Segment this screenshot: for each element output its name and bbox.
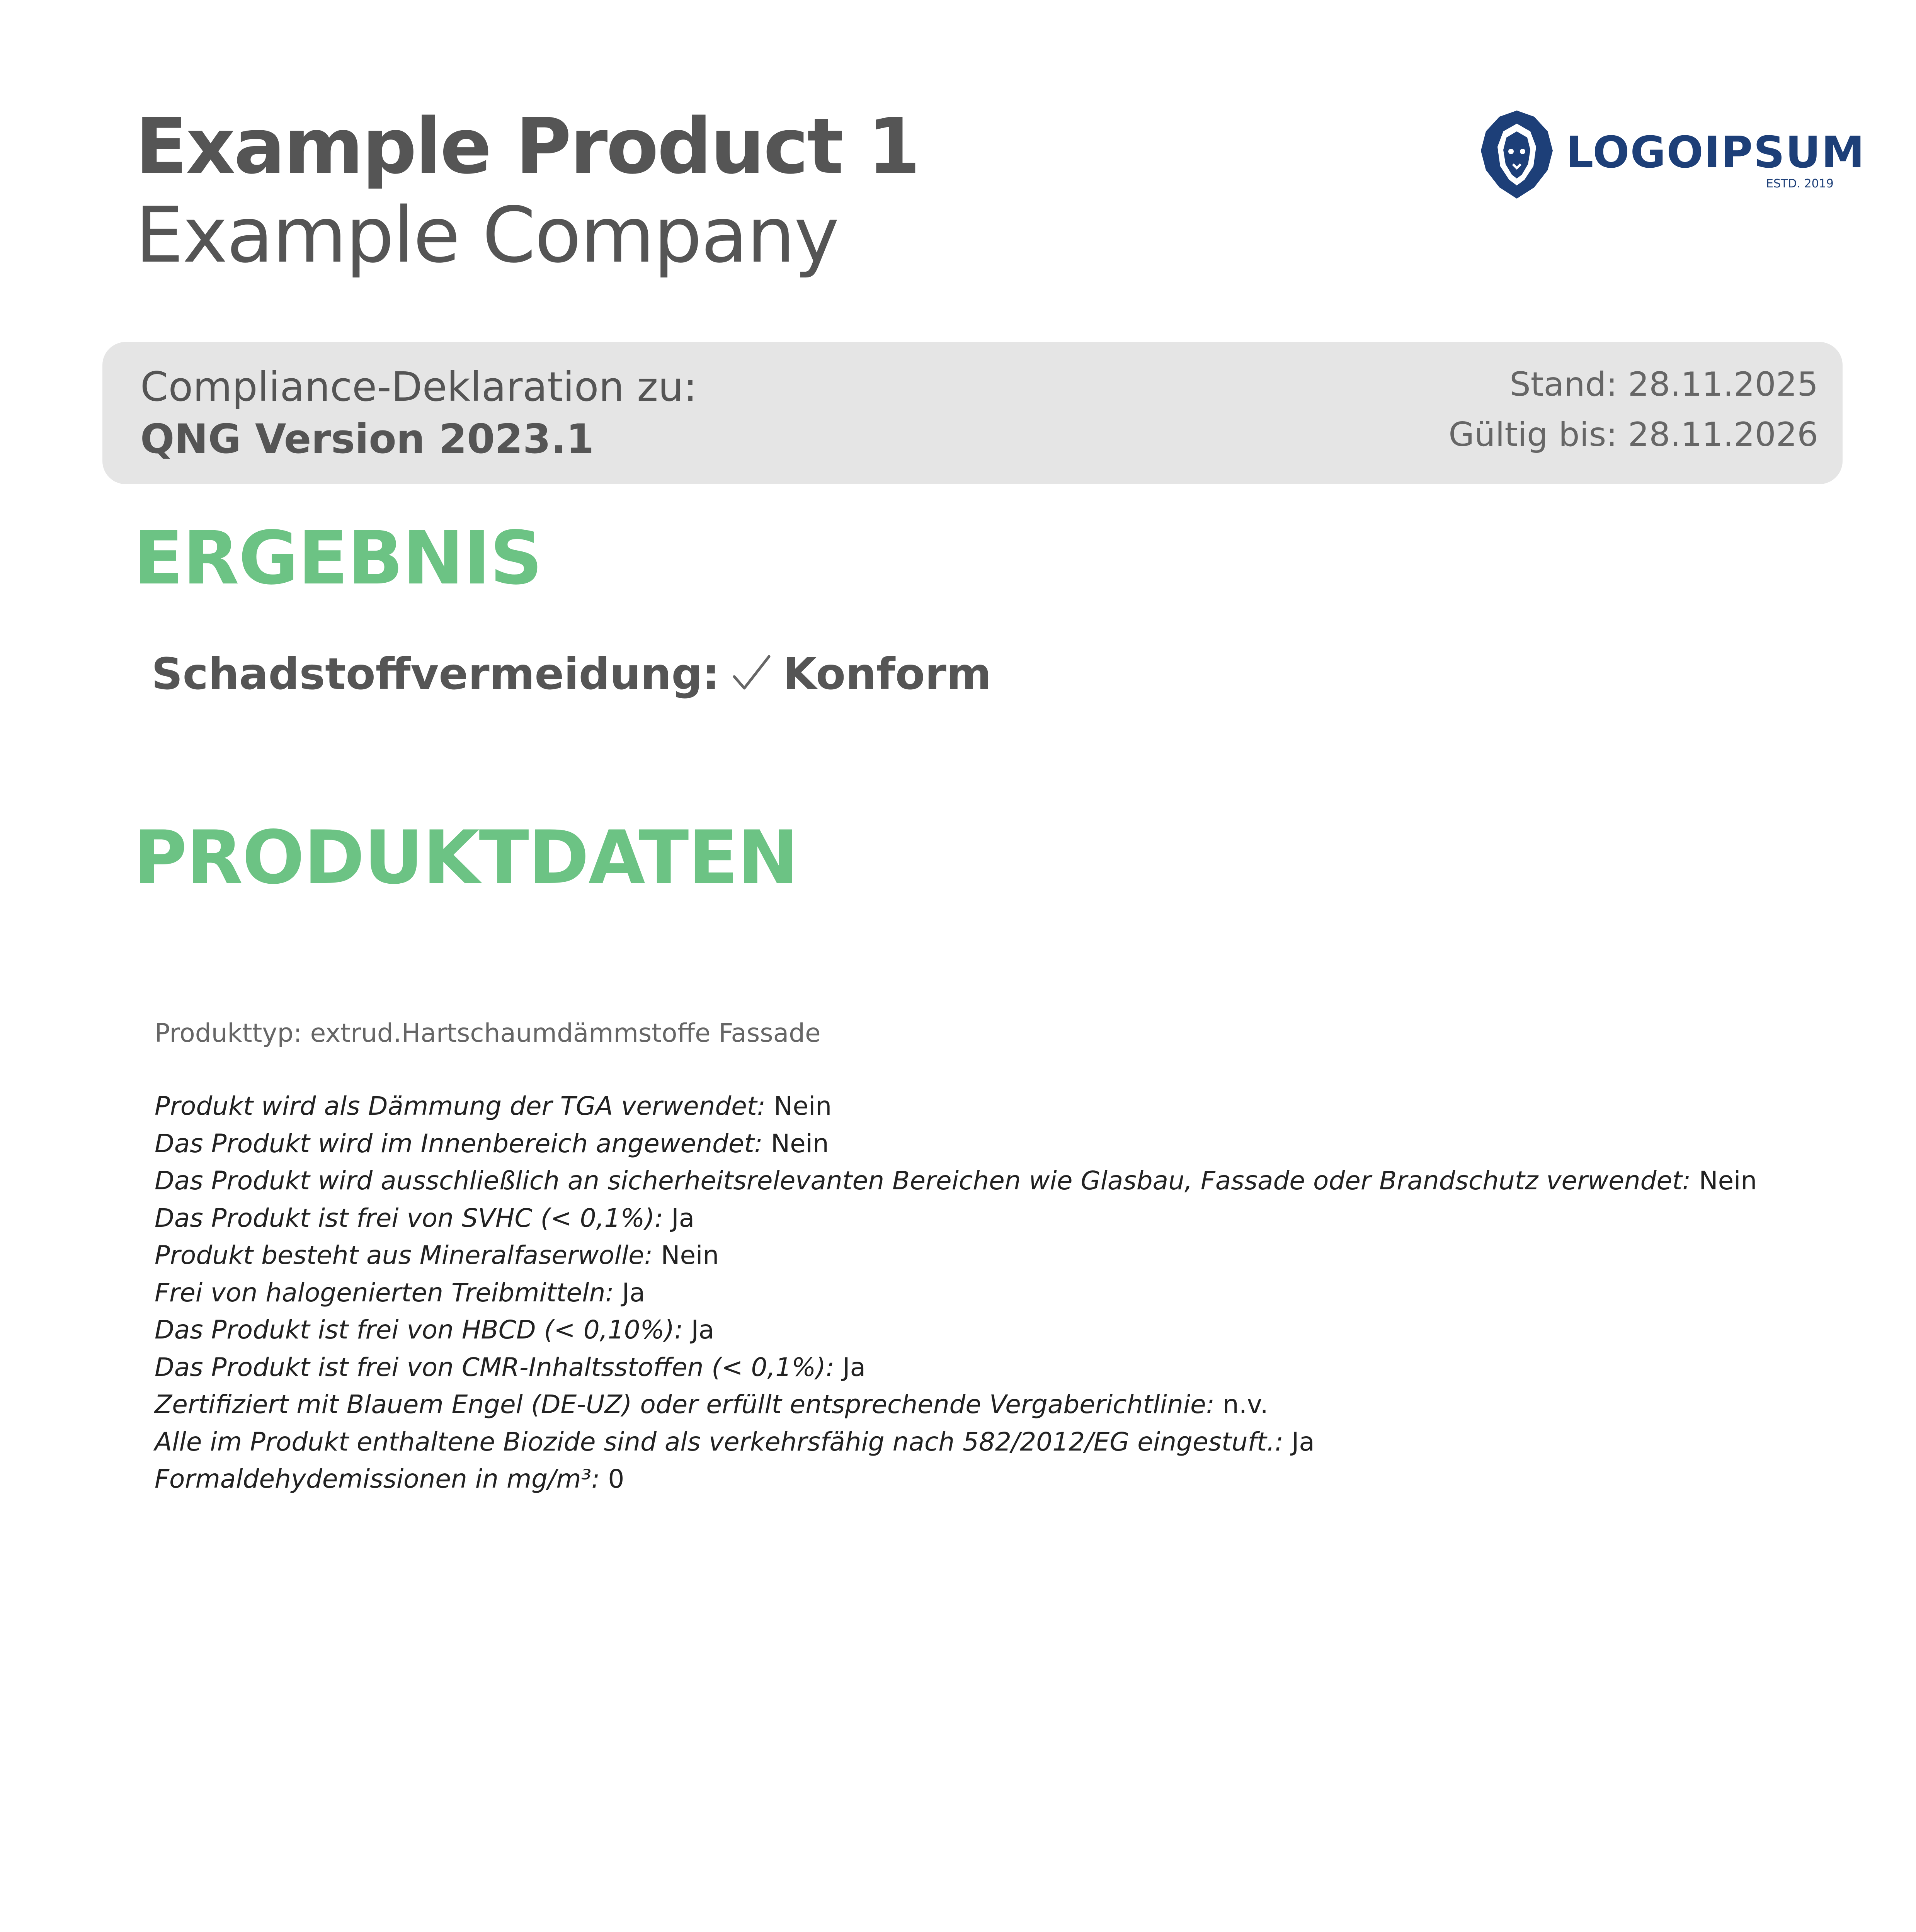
item-answer: Nein [774, 1091, 832, 1121]
item-question: Das Produkt ist frei von SVHC (< 0,1%): [155, 1203, 664, 1233]
item-answer: Ja [1291, 1427, 1315, 1457]
list-item [155, 1349, 1757, 1386]
list-item [155, 1461, 1757, 1498]
item-question: Produkt wird als Dämmung der TGA verwendet: [155, 1091, 766, 1121]
item-question: Alle im Produkt enthaltene Biozide sind als verkehrsfähig nach 582/2012/EG eingestuft.: [155, 1427, 1283, 1457]
result-label: Schadstoffvermeidung: [151, 649, 720, 699]
stand-date: Stand: 28.11.2025 [1509, 365, 1818, 404]
list-item [155, 1162, 1757, 1200]
list-item [155, 1237, 1757, 1274]
item-answer: Ja [622, 1277, 645, 1308]
product-type: Produkttyp: extrud.Hartschaumdämmstoffe Fassade [155, 1018, 821, 1048]
list-item [155, 1088, 1757, 1125]
list-item [155, 1274, 1757, 1312]
item-question: Das Produkt wird ausschließlich an sicherheitsrelevanten Bereichen wie Glasbau, Fassade oder Brandschutz verwendet: [155, 1166, 1691, 1196]
item-question: Produkt besteht aus Mineralfaserwolle: [155, 1240, 653, 1270]
list-item [155, 1311, 1757, 1349]
item-question: Das Produkt ist frei von HBCD (< 0,10%): [155, 1315, 683, 1345]
item-answer: Ja [691, 1315, 715, 1345]
item-question: Frei von halogenierten Treibmitteln: [155, 1277, 614, 1308]
result-row [151, 649, 991, 699]
logo-text: LOGOIPSUM [1566, 128, 1865, 178]
item-question: Das Produkt wird im Innenbereich angewendet: [155, 1128, 763, 1158]
list-item [155, 1423, 1757, 1461]
item-answer: n.v. [1223, 1389, 1268, 1419]
item-answer: Ja [842, 1352, 866, 1382]
item-answer: Nein [661, 1240, 719, 1270]
item-answer: Nein [1699, 1166, 1757, 1196]
brand-logo [1476, 108, 1865, 201]
list-item [155, 1386, 1757, 1423]
item-question: Formaldehydemissionen in mg/m³: [155, 1464, 600, 1494]
compliance-standard: QNG Version 2023.1 [140, 415, 594, 463]
product-title: Example Product 1 [135, 102, 919, 191]
item-answer: Nein [771, 1128, 829, 1158]
result-value: Konform [783, 649, 992, 699]
lion-icon [1476, 108, 1557, 201]
item-answer: Ja [671, 1203, 695, 1233]
heading-ergebnis: ERGEBNIS [133, 515, 542, 601]
check-icon [729, 651, 775, 697]
valid-until-date: Gültig bis: 28.11.2026 [1448, 415, 1818, 454]
item-question: Zertifiziert mit Blauem Engel (DE-UZ) oder erfüllt entsprechende Vergaberichtlinie: [155, 1389, 1215, 1419]
item-answer: 0 [608, 1464, 624, 1494]
list-item [155, 1200, 1757, 1237]
company-name: Example Company [135, 190, 838, 280]
item-question: Das Produkt ist frei von CMR-Inhaltsstoffen (< 0,1%): [155, 1352, 835, 1382]
list-item [155, 1125, 1757, 1163]
logo-estd: ESTD. 2019 [1766, 177, 1834, 190]
heading-produktdaten: PRODUKTDATEN [133, 815, 798, 900]
product-data-list [155, 1088, 1757, 1498]
compliance-label: Compliance-Deklaration zu: [140, 363, 697, 410]
